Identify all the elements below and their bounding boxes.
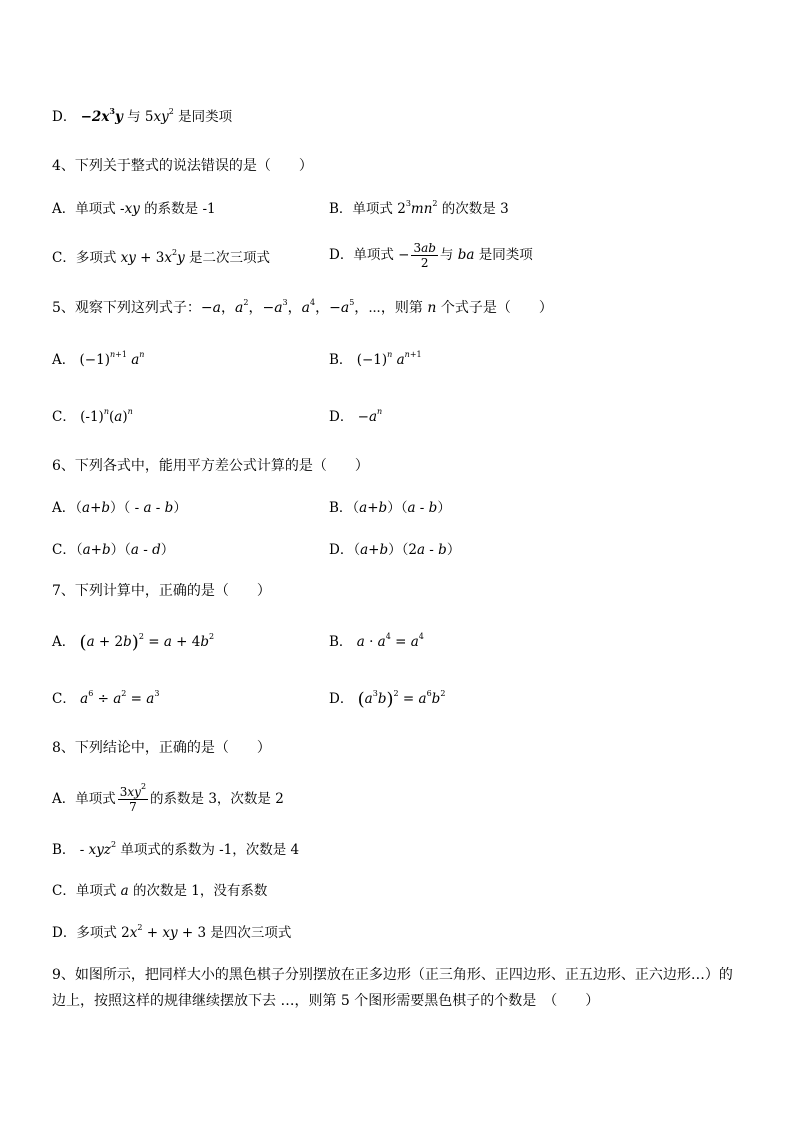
- q7-stem: 7、下列计算中，正确的是（ ）: [52, 583, 271, 599]
- q4-option-c: C．多项式 xy + $3x^2y$ 是二次三项式: [52, 248, 271, 266]
- q5-option-c: C． $(-1)^n(a)^n$: [52, 407, 133, 425]
- q8-option-a: A．单项式 $\frac{3xy^2}{7}$ 的系数是 3，次数是 2: [52, 782, 284, 814]
- fraction: $\frac{3ab}{2}$: [413, 241, 436, 270]
- q4-option-d: D．单项式 − $\frac{3ab}{2}$ 与 ba 是同类项: [329, 241, 533, 270]
- q7-option-d: D． $(a^3b)^2 = a^6b^2$: [329, 689, 446, 710]
- q8-option-d: D．多项式 $2x^2$ + xy + 3 是四次三项式: [52, 923, 292, 941]
- q5-option-b: B． $(-1)^n$ $a^{n+1}$: [329, 350, 422, 368]
- q5-option-a: A． $(-1)^{n+1}$ $a^n$: [52, 350, 145, 368]
- q7-option-a: A． $(a + 2b)^2 = a + 4b^2$: [52, 632, 215, 653]
- q6-stem: 6、下列各式中，能用平方差公式计算的是（ ）: [52, 458, 369, 474]
- q8-option-b: B． - xyz$^2$ 单项式的系数为 -1，次数是 4: [52, 840, 300, 858]
- q9-stem: 9、如图所示，把同样大小的黑色棋子分别摆放在正多边形（正三角形、正四边形、正五边形、正六边形…）的边上，按照这样的规律继续摆放下去 …，则第 5 个图形需要黑色棋子的个数是 （ ）: [52, 967, 733, 1009]
- q4-option-b: B．单项式 $2^3mn^2$ 的次数是 3: [329, 199, 509, 217]
- q7-option-c: C． $a^6 \div a^2 = a^3$: [52, 689, 160, 707]
- q5-stem: 5、观察下列这列式子：−a，$a^2$，$-a^3$，$a^4$，$-a^5$，⋯，则第 n 个式子是（ ）: [52, 298, 553, 316]
- q8-option-c: C．单项式 a 的次数是 1，没有系数: [52, 883, 268, 899]
- q6-option-c: C．（a+b）（a - d）: [52, 542, 175, 558]
- q6-option-a: A．（a+b）（ - a - b）: [52, 500, 187, 516]
- q4-stem: 4、下列关于整式的说法错误的是（ ）: [52, 158, 313, 174]
- q6-option-b: B．（a+b）（a - b）: [329, 500, 451, 516]
- fraction: $\frac{3xy^2}{7}$: [119, 782, 147, 814]
- q4-option-a: A．单项式 -xy 的系数是 -1: [52, 201, 216, 217]
- q5-option-d: D． $-a^n$: [329, 407, 383, 425]
- q6-option-d: D．（a+b）（2a - b）: [329, 542, 461, 558]
- q8-stem: 8、下列结论中，正确的是（ ）: [52, 740, 271, 756]
- q7-option-b: B． $a \cdot a^4 = a^4$: [329, 632, 424, 650]
- q3-option-d: D． $-2x^3y$ 与 $5xy^2$ 是同类项: [52, 106, 233, 125]
